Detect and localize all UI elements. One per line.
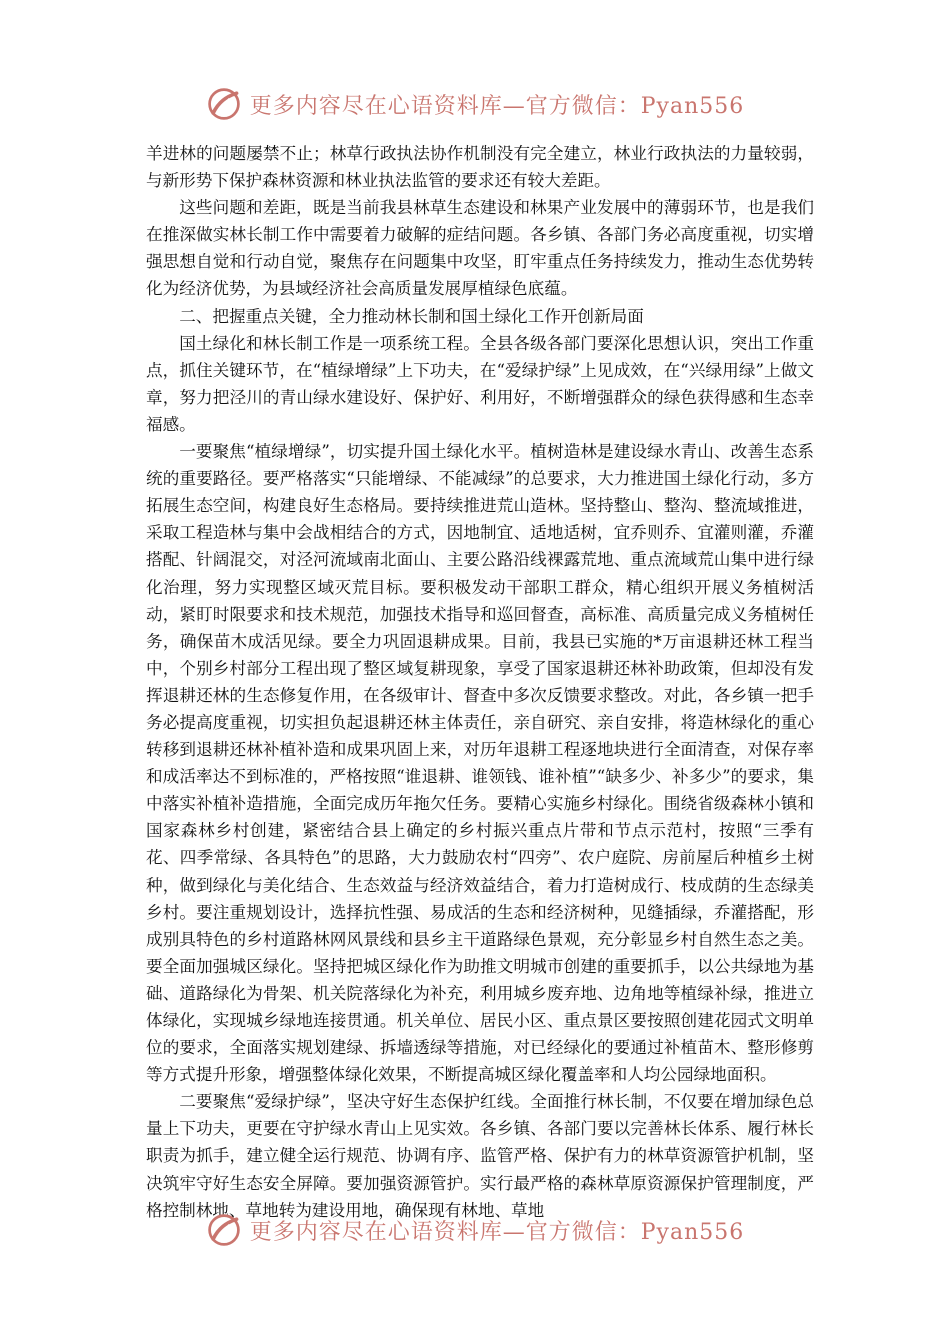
paragraph: 二要聚焦“爱绿护绿”，坚决守好生态保护红线。全面推行林长制，不仅要在增加绿色总量上下功夫，更要在守护绿水青山上见实效。各乡镇、各部门要以完善林长体系、履行林长职责为抓手，建立健全运行规范、协调有序、监管严格、保护有力的林草资源管护机制，坚决筑牢守好生态安全屏障。要加强资源管护。实行最严格的森林草原资源保护管理制度，严格控制林地、草地转为建设用地，确保现有林地、草地	[146, 1092, 814, 1220]
paragraph: 一要聚焦“植绿增绿”，切实提升国土绿化水平。植树造林是建设绿水青山、改善生态系统的重要路径。要严格落实“只能增绿、不能减绿”的总要求，大力推进国土绿化行动，多方拓展生态空间，构建良好生态格局。要持续推进荒山造林。坚持整山、整沟、整流域推进，采取工程造林与集中会战相结合的方式，因地制宜、适地适树，宜乔则乔、宜灌则灌，乔灌搭配、针阔混交，对泾河流域南北面山、主要公路沿线裸露荒地、重点流域荒山集中进行绿化治理，努力实现整区域灭荒目标。要积极发动干部职工群众，精心组织开展义务植树活动，紧盯时限要求和技术规范，加强技术指导和巡回督查，高标准、高质量完成义务植树任务，确保苗木成活见绿。要全力巩固退耕成果。目前，我县已实施的*万亩退耕还林工程当中，个别乡村部分工程出现了整区域复耕现象，享受了国家退耕还林补助政策，但却没有发挥退耕还林的生态修复作用，在各级审计、督查中多次反馈要求整改。对此，各乡镇一把手务必提高度重视，切实担负起退耕还林主体责任，亲自研究、亲自安排，将造林绿化的重心转移到退耕还林补植补造和成果巩固上来，对历年退耕工程逐地块进行全面清查，对保存率和成活率达不到标准的，严格按照“谁退耕、谁领钱、谁补植”“缺多少、补多少”的要求，集中落实补植补造措施，全面完成历年拖欠任务。要精心实施乡村绿化。围绕省级森林小镇和国家森林乡村创建，紧密结合县上确定的乡村振兴重点片带和节点示范村，按照“三季有花、四季常绿、各具特色”的思路，大力鼓励农村“四旁”、农户庭院、房前屋后种植乡土树种，做到绿化与美化结合、生态效益与经济效益结合，着力打造树成行、枝成荫的生态绿美乡村。要注重规划设计，选择抗性强、易成活的生态和经济树种，见缝插绿，乔灌搭配，形成别具特色的乡村道路林网风景线和县乡主干道路绿色景观，充分彰显乡村自然生态之美。要全面加强城区绿化。坚持把城区绿化作为助推文明城市创建的重要抓手，以公共绿地为基础、道路绿化为骨架、机关院落绿化为补充，利用城乡废弃地、边角地等植绿补绿，推进立体绿化，实现城乡绿地连接贯通。机关单位、居民小区、重点景区要按照创建花园式文明单位的要求，全面落实规划建绿、拆墙透绿等措施，对已经绿化的要通过补植苗木、整形修剪等方式提升形象，增强整体绿化效果，不断提高城区绿化覆盖率和人均公园绿地面积。	[146, 442, 814, 1085]
document-body	[146, 140, 814, 1224]
paragraph: 国土绿化和林长制工作是一项系统工程。全县各级各部门要深化思想认识，突出工作重点，抓住关键环节，在“植绿增绿”上下功夫，在“爱绿护绿”上见成效，在“兴绿用绿”上做文章，努力把泾川的青山绿水建设好、保护好、利用好，不断增强群众的绿色获得感和生态幸福感。	[146, 333, 814, 434]
footer-banner-text: 更多内容尽在心语资料库—官方微信：Pyan556	[249, 1219, 745, 1245]
brand-logo-icon	[206, 86, 242, 122]
paragraph: 这些问题和差距，既是当前我县林草生态建设和林果产业发展中的薄弱环节，也是我们在推深做实林长制工作中需要着力破解的症结问题。各乡镇、各部门务必高度重视，切实增强思想自觉和行动自觉，聚焦存在问题集中攻坚，盯牢重点任务持续发力，推动生态优势转化为经济优势，为县域经济社会高质量发展厚植绿色底蕴。	[146, 198, 814, 299]
header-banner-text: 更多内容尽在心语资料库—官方微信：Pyan556	[249, 93, 745, 119]
header-banner	[0, 80, 950, 128]
brand-logo-icon	[206, 1212, 242, 1248]
paragraph: 羊进林的问题屡禁不止；林草行政执法协作机制没有完全建立，林业行政执法的力量较弱，与新形势下保护森林资源和林业执法监管的要求还有较大差距。	[146, 144, 814, 191]
footer-banner	[0, 1206, 950, 1254]
section-heading: 二、把握重点关键，全力推动林长制和国土绿化工作开创新局面	[179, 306, 644, 326]
